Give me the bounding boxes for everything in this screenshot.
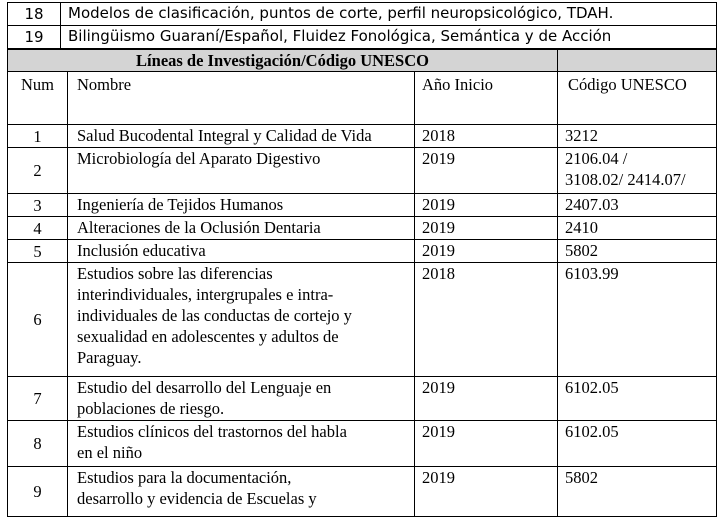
row-name-line: Microbiología del Aparato Digestivo [77, 149, 321, 168]
row-name-line: en el niño [77, 443, 143, 462]
table-row [8, 263, 717, 377]
row-year: 2019 [415, 194, 558, 217]
row-name [68, 421, 415, 467]
row-name-line: Estudios para la documentación, [77, 468, 292, 487]
row-name-line: Ingeniería de Tejidos Humanos [77, 195, 284, 214]
row-number: 4 [8, 217, 68, 240]
row-number: 2 [8, 148, 68, 194]
row-number: 7 [8, 377, 68, 421]
row-name [68, 467, 415, 517]
row-name-line: sexualidad en adolescentes y adultos de [77, 327, 339, 346]
row-year: 2019 [415, 148, 558, 194]
row-name [68, 240, 415, 263]
row-name-line: poblaciones de riesgo. [77, 399, 225, 418]
row-number: 6 [8, 263, 68, 377]
top-row-number: 19 [8, 26, 61, 49]
table-row [8, 194, 717, 217]
row-name [68, 148, 415, 194]
row-unesco-code [558, 194, 717, 217]
row-code-line: 6102.05 [565, 422, 619, 441]
top-row [8, 3, 717, 26]
row-year: 2018 [415, 263, 558, 377]
row-number: 3 [8, 194, 68, 217]
row-name [68, 263, 415, 377]
row-unesco-code [558, 125, 717, 148]
row-unesco-code [558, 240, 717, 263]
row-year: 2019 [415, 377, 558, 421]
row-number: 8 [8, 421, 68, 467]
row-year: 2019 [415, 217, 558, 240]
row-year: 2019 [415, 467, 558, 517]
row-code-line: 3108.02/ 2414.07/ [565, 170, 686, 189]
row-code-line: 2407.03 [565, 195, 619, 214]
document-page [7, 2, 716, 517]
row-code-line: 5802 [565, 468, 599, 487]
row-name-line: individuales de las conductas de cortejo y [77, 306, 352, 325]
top-row-text: Modelos de clasificación, puntos de corte, perfil neuropsicológico, TDAH. [61, 3, 717, 26]
section-header-blank [558, 50, 717, 72]
top-rows-table [7, 2, 717, 49]
table-row [8, 240, 717, 263]
row-name-line: Paraguay. [77, 348, 142, 367]
row-name-line: Alteraciones de la Oclusión Dentaria [77, 218, 321, 237]
row-name-line: Estudio del desarrollo del Lenguaje en [77, 378, 332, 397]
col-code-header: Código UNESCO [558, 72, 717, 125]
col-num-header: Num [8, 72, 68, 125]
table-row [8, 148, 717, 194]
top-row-number: 18 [8, 3, 61, 26]
row-unesco-code [558, 421, 717, 467]
row-unesco-code [558, 377, 717, 421]
top-row [8, 26, 717, 49]
row-code-line: 2410 [565, 218, 599, 237]
row-code-line: 5802 [565, 241, 599, 260]
section-header-row [8, 50, 717, 72]
row-number: 5 [8, 240, 68, 263]
row-code-line: 6103.99 [565, 264, 619, 283]
research-lines-table [7, 49, 717, 517]
row-year: 2019 [415, 240, 558, 263]
row-name [68, 194, 415, 217]
row-name-line: Salud Bucodental Integral y Calidad de Vida [77, 126, 372, 145]
section-title: Líneas de Investigación/Código UNESCO [8, 50, 558, 72]
top-row-text: Bilingüismo Guaraní/Español, Fluidez Fonológica, Semántica y de Acción [61, 26, 717, 49]
row-name [68, 377, 415, 421]
row-name [68, 217, 415, 240]
column-header-row [8, 72, 717, 125]
row-code-line: 6102.05 [565, 378, 619, 397]
row-unesco-code [558, 467, 717, 517]
row-number: 9 [8, 467, 68, 517]
row-number: 1 [8, 125, 68, 148]
row-name-line: Inclusión educativa [77, 241, 206, 260]
col-name-header: Nombre [68, 72, 415, 125]
row-unesco-code [558, 263, 717, 377]
table-row [8, 467, 717, 517]
table-row [8, 421, 717, 467]
row-unesco-code [558, 148, 717, 194]
row-year: 2019 [415, 421, 558, 467]
row-code-line: 2106.04 / [565, 149, 628, 168]
row-year: 2018 [415, 125, 558, 148]
table-row [8, 217, 717, 240]
row-name [68, 125, 415, 148]
row-name-line: interindividuales, intergrupales e intra- [77, 285, 334, 304]
row-name-line: Estudios sobre las diferencias [77, 264, 273, 283]
table-row [8, 377, 717, 421]
row-name-line: desarrollo y evidencia de Escuelas y [77, 489, 317, 508]
row-unesco-code [558, 217, 717, 240]
col-year-header: Año Inicio [415, 72, 558, 125]
table-row [8, 125, 717, 148]
row-name-line: Estudios clínicos del trastornos del habla [77, 422, 347, 441]
row-code-line: 3212 [565, 126, 599, 145]
